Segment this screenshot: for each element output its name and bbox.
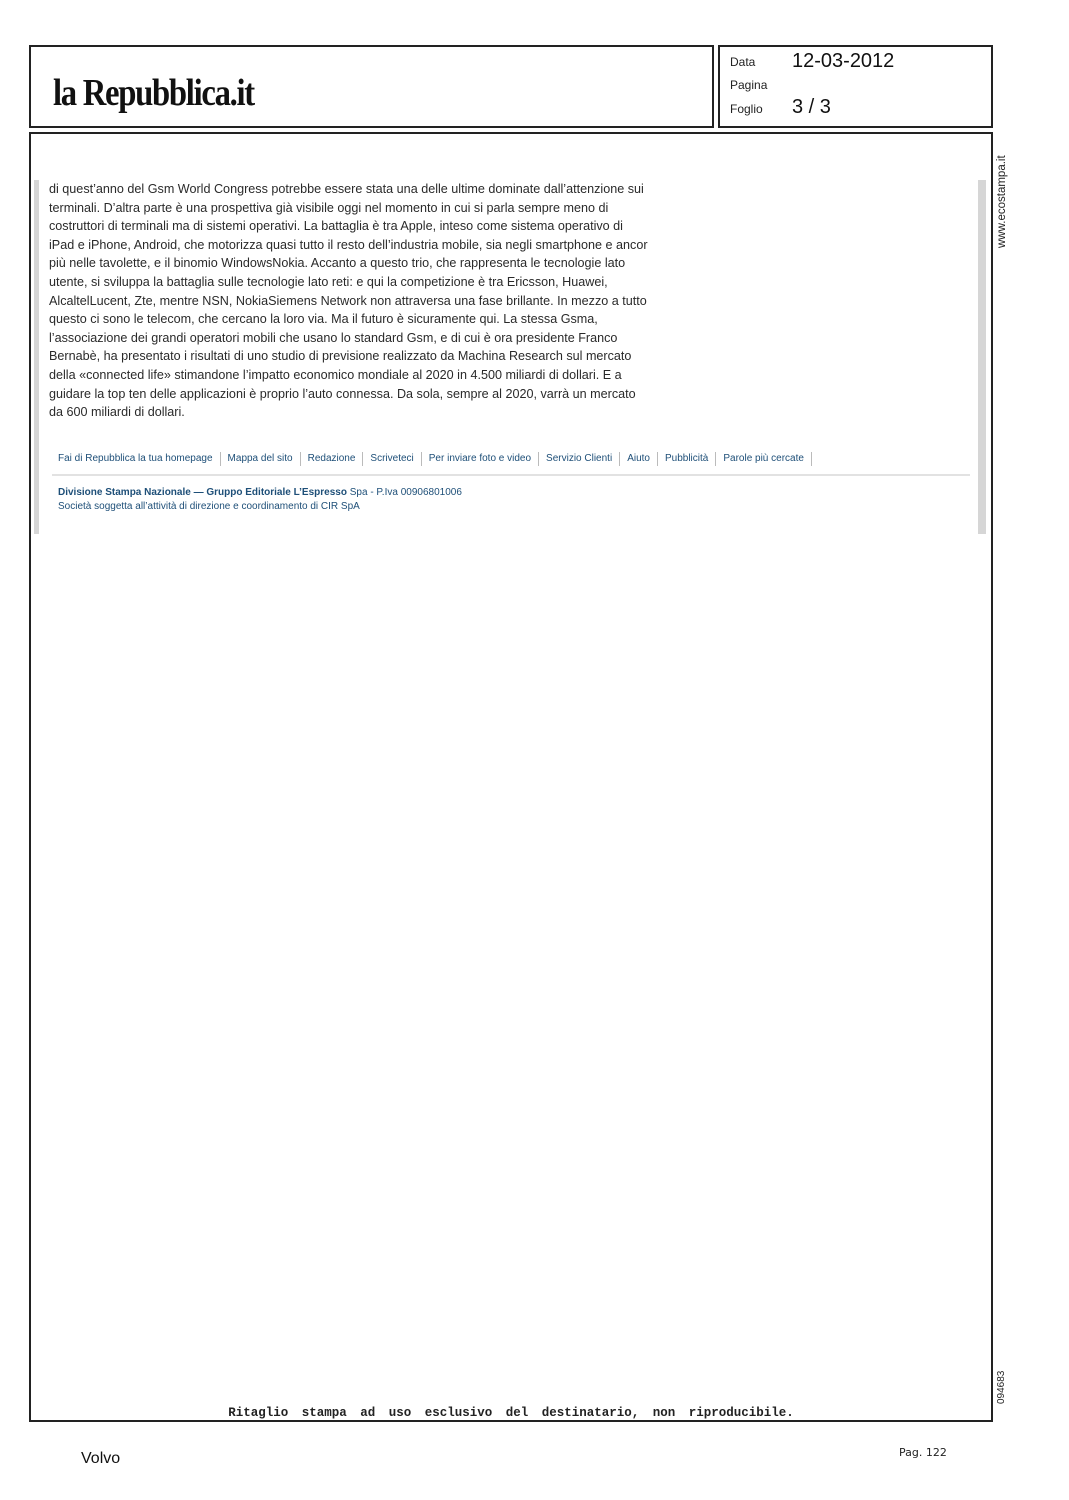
- data-label: Data: [730, 55, 756, 69]
- ecostampa-url: www.ecostampa.it: [996, 155, 1008, 248]
- article-line: Bernabè, ha presentato i risultati di uno studio di previsione realizzato da Machina Research sul mercato: [49, 349, 632, 364]
- logo-box: [29, 45, 714, 128]
- la-repubblica-logo: la Repubblica.it: [53, 72, 254, 114]
- metadata-box: [718, 45, 993, 128]
- company-vat: Spa - P.Iva 00906801006: [346, 487, 462, 498]
- article-line: AlcaltelLucent, Zte, mentre NSN, NokiaSiemens Network non attraversa una fase brillante. In mezzo a tutto: [49, 293, 647, 308]
- pagina-label: Pagina: [730, 78, 768, 92]
- article-line: da 600 miliardi di dollari.: [49, 405, 185, 420]
- company-info: [58, 486, 462, 514]
- article-line: iPad e iPhone, Android, che motorizza quasi tutto il resto dell’industria mobile, sia negli smartphone e ancor: [49, 237, 648, 252]
- foglio-label: Foglio: [730, 102, 763, 116]
- article-body: [49, 180, 699, 422]
- foglio-value: 3 / 3: [792, 96, 831, 118]
- nav-link-site-map[interactable]: Mappa del sito: [221, 452, 301, 466]
- company-note: Società soggetta all’attività di direzione e coordinamento di CIR SpA: [58, 501, 360, 512]
- article-line: terminali. D’altra parte è una prospettiva già visibile oggi nel momento in cui si parla sempre meno di: [49, 200, 609, 215]
- disclaimer: Ritaglio stampa ad uso esclusivo del destinatario, non riproducibile.: [228, 1406, 794, 1420]
- article-line: più nelle tavolette, e il binomio WindowsNokia. Accanto a questo trio, che rappresenta le tecnologie lato: [49, 256, 626, 271]
- article-line: costruttori di terminali ma di sistemi operativi. La battaglia è tra Apple, inteso come sistema operativo di: [49, 219, 623, 234]
- nav-link-scriveteci[interactable]: Scriveteci: [363, 452, 421, 466]
- footer-divider: [52, 474, 970, 476]
- nav-link-customer-service[interactable]: Servizio Clienti: [539, 452, 620, 466]
- nav-link-pubblicita[interactable]: Pubblicità: [658, 452, 716, 466]
- nav-link-homepage[interactable]: Fai di Repubblica la tua homepage: [52, 452, 221, 466]
- company-name: Divisione Stampa Nazionale — Gruppo Editoriale L’Espresso: [58, 487, 347, 498]
- article-line: della «connected life» stimandone l’impatto economico mondiale al 2020 in 4.500 miliardi di dollari. E a: [49, 367, 622, 382]
- article-line: di quest’anno del Gsm World Congress potrebbe essere stata una delle ultime dominate dall’attenzione sui: [49, 182, 644, 196]
- article-line: utente, si sviluppa la battaglia sulle tecnologie lato reti: e qui la competizione è tra Ericsson, Huawei,: [49, 274, 608, 289]
- article-clipping: [34, 180, 986, 534]
- nav-link-redazione[interactable]: Redazione: [301, 452, 364, 466]
- article-line: l’associazione dei grandi operatori mobili che usano lo standard Gsm, e di cui è ora presidente Franco: [49, 330, 618, 345]
- article-line: guidare la top ten delle applicazioni è proprio l’auto connessa. Da sola, sempre al 2020, varrà un mercato: [49, 386, 636, 401]
- nav-link-send-photo[interactable]: Per inviare foto e video: [422, 452, 539, 466]
- data-value: 12-03-2012: [792, 50, 895, 72]
- footer-nav: [52, 452, 812, 466]
- client-name: Volvo: [81, 1450, 121, 1467]
- article-line: questo ci sono le telecom, che cercano la loro via. Ma il futuro è sicuramente qui. La stessa Gsma,: [49, 312, 598, 327]
- nav-link-parole-cercate[interactable]: Parole più cercate: [716, 452, 812, 466]
- clipping-code: 094683: [996, 1370, 1007, 1404]
- nav-link-aiuto[interactable]: Aiuto: [620, 452, 658, 466]
- page-number: Pag. 122: [899, 1446, 947, 1459]
